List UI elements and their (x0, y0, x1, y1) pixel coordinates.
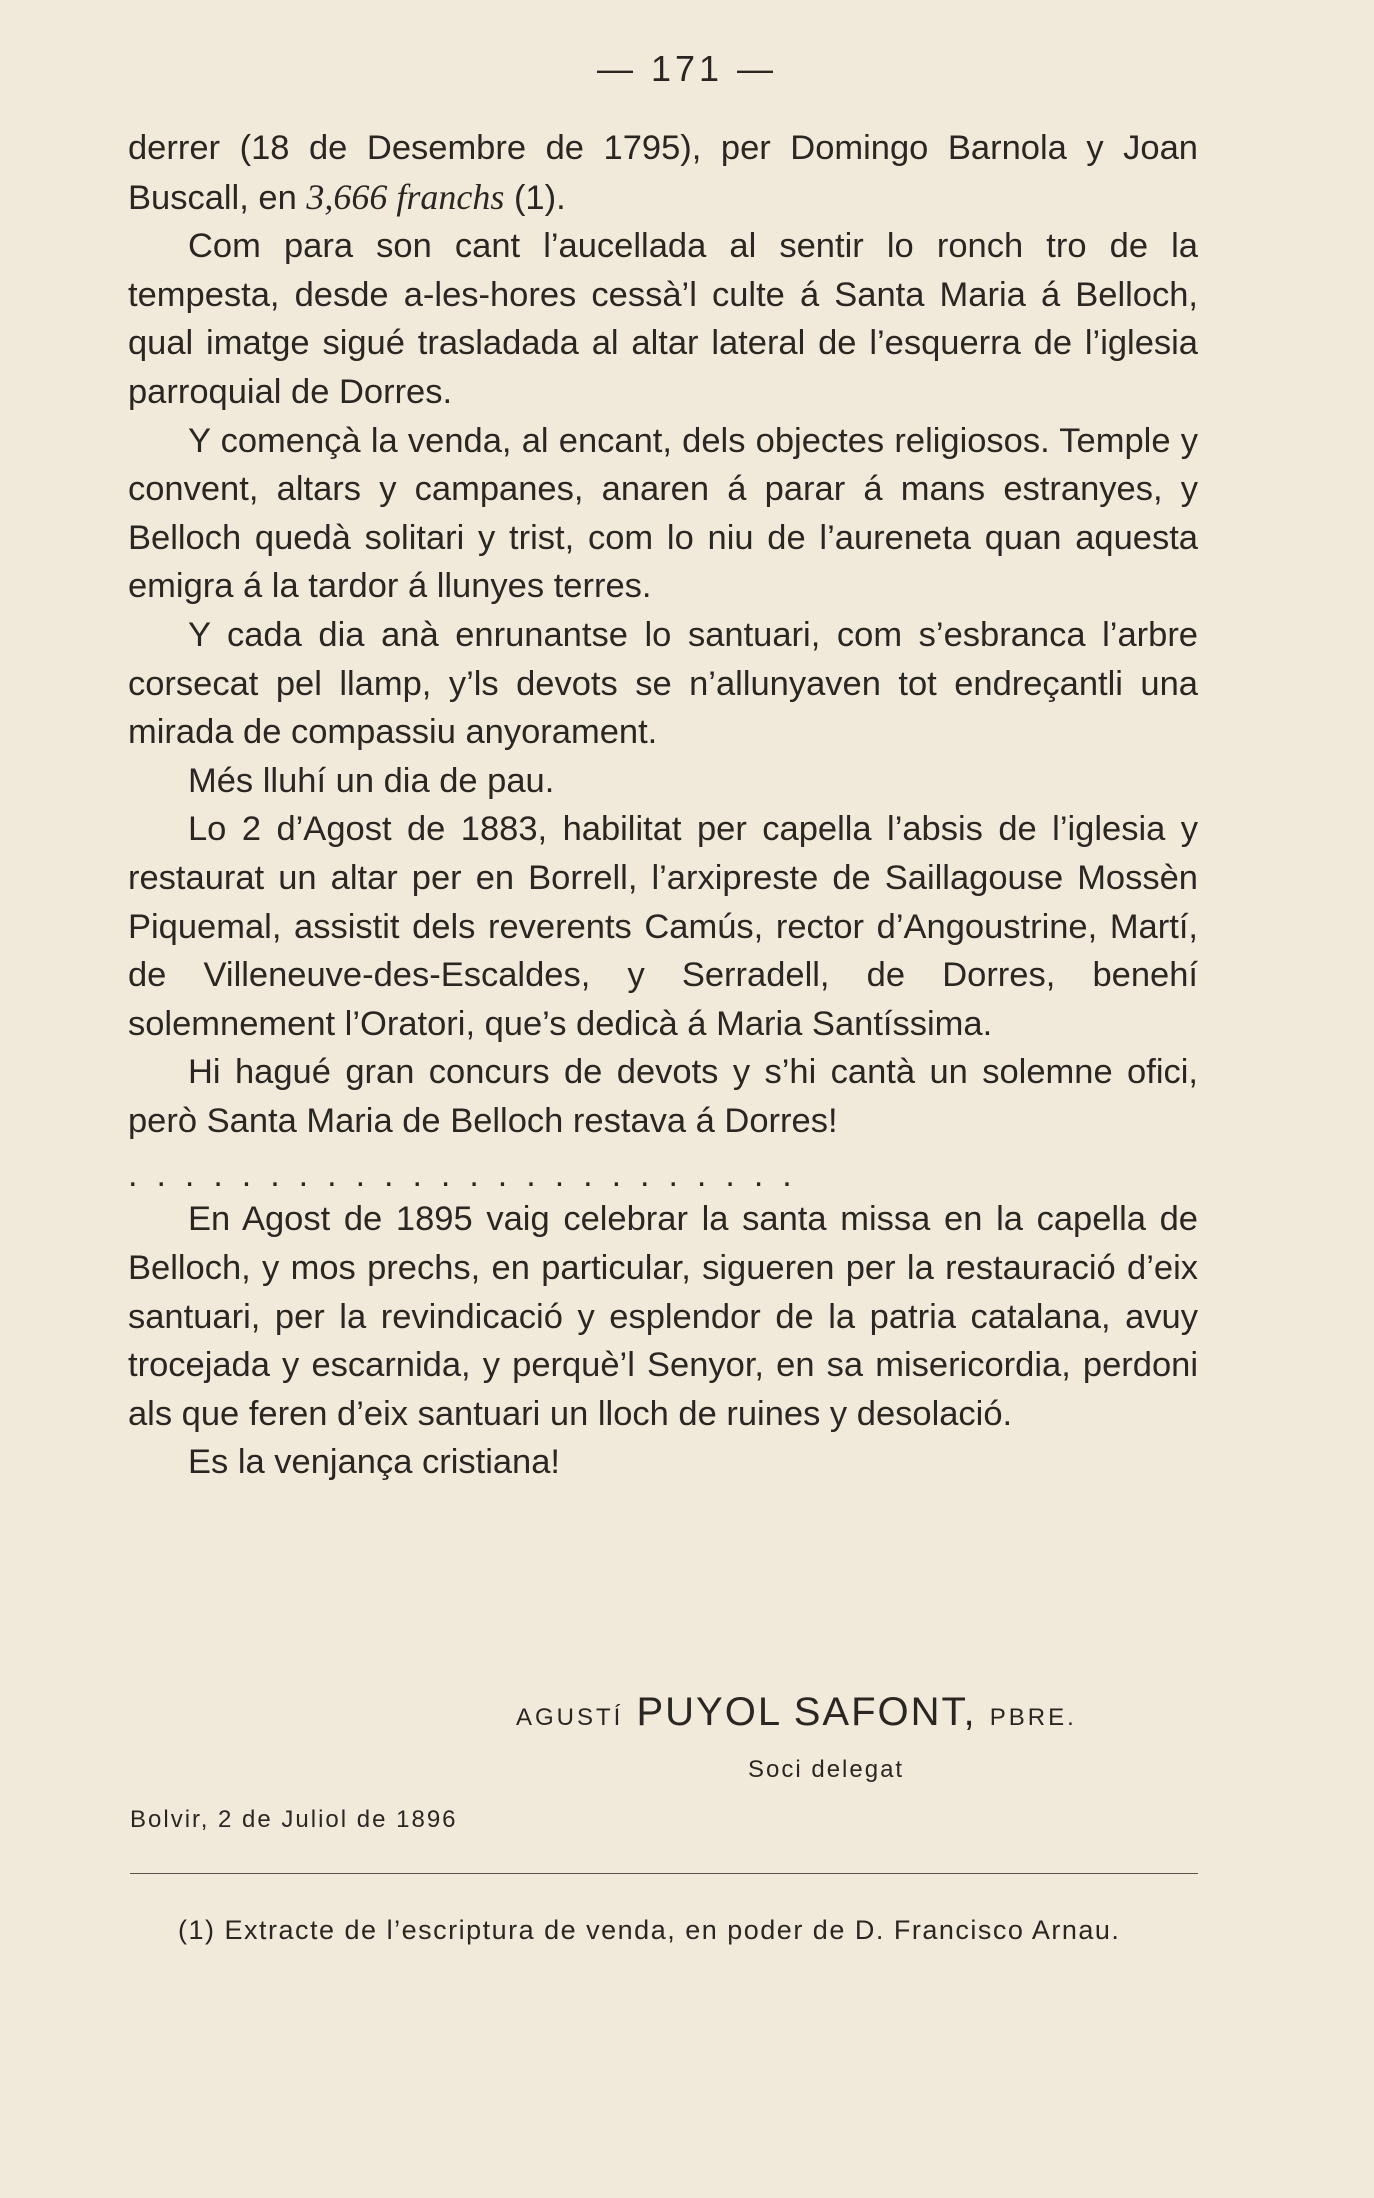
paragraph-6: Lo 2 d’Agost de 1883, habilitat per capella l’absis de l’iglesia y restaurat un altar per en Borrell, l’arxipreste de Saillagouse Mossèn Piquemal, assistit dels reverents Camús, rector d’Angoustrine, Martí, de Villeneuve-des-Escaldes, y Serradell, de Dorres, benehí solemnement l’Oratori, que’s dedicà á Maria Santíssima. (128, 810, 1198, 1043)
signature-title: PBRE. (989, 1704, 1077, 1731)
paragraph-3: Y començà la venda, al encant, dels objectes religiosos. Temple y convent, altars y campanes, anaren á parar á mans estranyes, y Belloch quedà solitari y trist, com lo niu de l’aureneta quan aquesta emigra á la tardor á llunyes terres. (128, 421, 1198, 606)
footnote-ref: (1). (504, 178, 566, 217)
signature-surname: PUYOL SAFONT, (636, 1690, 977, 1734)
signature-role: Soci delegat (748, 1756, 905, 1783)
paragraph-7: Hi hagué gran concurs de devots y s’hi cantà un solemne ofici, però Santa Maria de Belloch restava á Dorres! (128, 1053, 1198, 1140)
footnote-text: (1) Extracte de l’escriptura de venda, en poder de D. Francisco Arnau. (178, 1915, 1121, 1945)
signature (516, 1690, 1077, 1735)
footnote-rule (130, 1873, 1198, 1874)
page-number: — 171 — (596, 48, 778, 89)
body-text (128, 124, 1198, 1487)
signature-first-name: AGUSTÍ (516, 1704, 624, 1731)
paragraph-2: Com para son cant l’aucellada al sentir lo ronch tro de la tempesta, desde a-les-hores cessà’l culte á Santa Maria á Belloch, qual imatge sigué trasladada al altar lateral de l’esquerra de l’iglesia parroquial de Dorres. (128, 227, 1198, 411)
paragraph-9: Es la venjança cristiana! (188, 1443, 561, 1482)
ellipsis-separator: ........................ (128, 1156, 811, 1195)
amount-italic: 3,666 franchs (306, 176, 505, 217)
paragraph-5: Més lluhí un dia de pau. (188, 761, 555, 800)
paragraph-4: Y cada dia anà enrunantse lo santuari, com s’esbranca l’arbre corsecat pel llamp, y’ls devots se n’allunyaven tot endreçantli una mirada de compassiu anyorament. (128, 615, 1198, 752)
paragraph-1 (128, 124, 1198, 222)
dateline: Bolvir, 2 de Juliol de 1896 (130, 1806, 458, 1833)
paragraph-8: En Agost de 1895 vaig celebrar la santa missa en la capella de Belloch, y mos prechs, en particular, sigueren per la restauració d’eix santuari, per la revindicació y esplendor de la patria catalana, avuy trocejada y escarnida, y perquè’l Senyor, en sa misericordia, perdoni als que feren d’eix santuari un lloch de ruines y desolació. (128, 1200, 1198, 1433)
paragraph-1-start: derrer (18 de Desembre de 1795), per Domingo Barnola y Joan Buscall, en (128, 129, 1198, 217)
footnote (130, 1906, 1198, 1954)
